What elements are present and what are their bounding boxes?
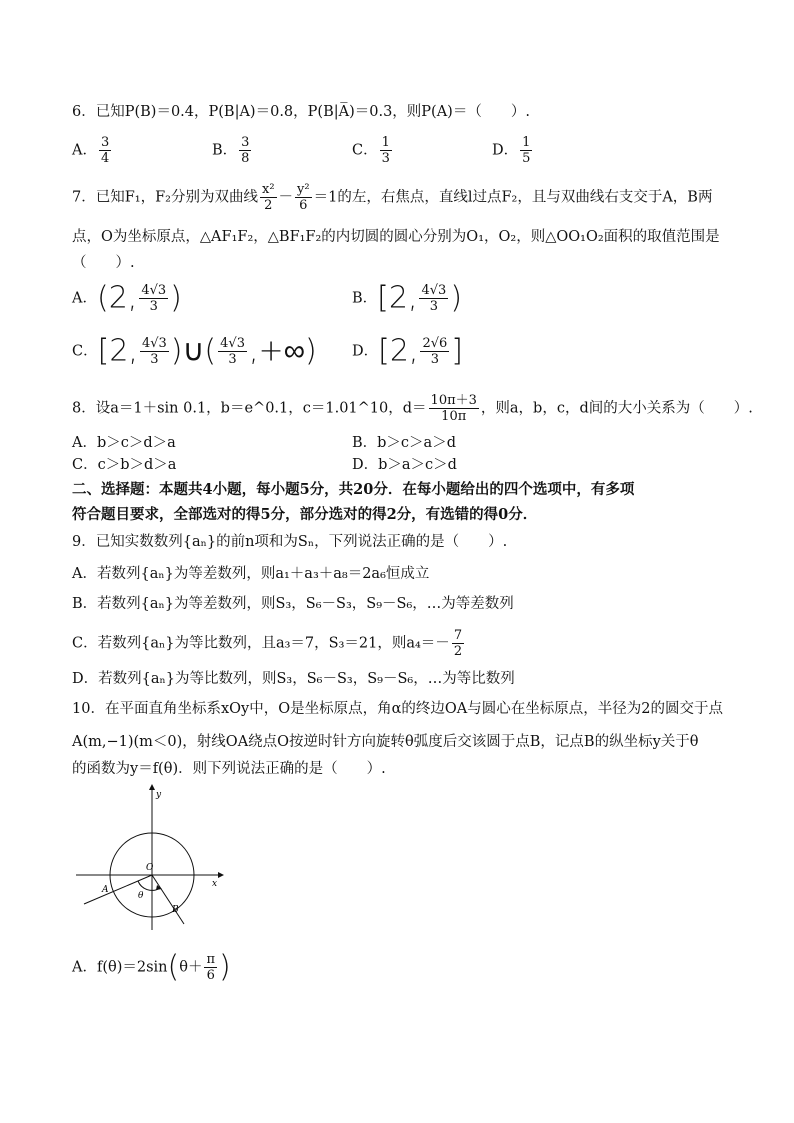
q6-option-d: D． $\frac{1}{5}$ [492, 135, 531, 166]
label-b: B [172, 905, 179, 915]
q9-option-d: D．若数列{aₙ}为等比数列，则S₃，S₆－S₃，S₉－S₆，…为等比数列 [72, 671, 515, 687]
q8-option-a: A．b＞c＞d＞a [72, 435, 176, 451]
q7-option-c: C．[2, $\frac{4√3}{3}$ )∪( $\frac{4√3}{3}$ ,+∞) [72, 333, 317, 369]
section2-heading-line2: 符合题目要求，全部选对的得5分，部分选对的得2分，有选错的得0分． [72, 506, 538, 523]
q8-stem: 8．设a＝1＋sin 0.1，b＝e^0.1，c＝1.01^10，d＝ $\frac{10\pi+3}{10\pi}$ ，则a，b，c，d间的大小关系为（ ）. [72, 393, 753, 424]
label-x: x [212, 879, 218, 889]
label-a: A [102, 885, 109, 895]
q7-option-b: B．[2, $\frac{4√3}{3}$ ) [352, 280, 463, 316]
label-o: O [146, 863, 154, 873]
q8-option-c: C．c＞b＞d＞a [72, 457, 177, 473]
q10-line2: A(m,−1)(m＜0)，射线OA绕点O按逆时针方向旋转θ弧度后交该圆于点B，记点B的纵坐标y关于θ [72, 734, 699, 750]
q6-option-c: C． $\frac{1}{3}$ [352, 135, 390, 166]
label-y: y [156, 790, 162, 800]
label-theta: θ [138, 891, 144, 901]
q6-option-a: A． $\frac{3}{4}$ [72, 135, 110, 166]
q8-option-d: D．b＞a＞c＞d [352, 457, 457, 473]
q6-stem: 6．已知P(B)＝0.4，P(B|A)＝0.8，P(B|A̅)＝0.3，则P(A)＝（ ）. [72, 104, 530, 120]
q10-line3: 的函数为y＝f(θ)．则下列说法正确的是（ ）. [72, 761, 386, 777]
q9-stem: 9．已知实数数列{aₙ}的前n项和为Sₙ，下列说法正确的是（ ）. [72, 534, 508, 550]
q10-option-a: A．f(θ)＝2sin(θ＋ $\frac{\pi}{6}$ ) [72, 949, 231, 985]
q7-option-a: A．(2, $\frac{4√3}{3}$ ) [72, 280, 182, 316]
unit-circle-figure [72, 782, 232, 932]
q7-line2: 点，O为坐标原点，△AF₁F₂，△BF₁F₂的内切圆的圆心分别为O₁，O₂，则△OO₁O₂面积的取值范围是 [72, 229, 720, 245]
q8-option-b: B．b＞c＞a＞d [352, 435, 456, 451]
section2-heading-line1: 二、选择题：本题共4小题，每小题5分，共20分．在每小题给出的四个选项中，有多项 [72, 481, 635, 498]
q7-option-d: D．[2, $\frac{2√6}{3}$ ] [352, 333, 464, 369]
y-axis-arrow [149, 784, 155, 790]
q9-option-a: A．若数列{aₙ}为等差数列，则a₁＋a₃＋a₈＝2a₆恒成立 [72, 566, 430, 582]
q7-line3: （ ）. [72, 255, 135, 271]
q7-line1: 7．已知F₁，F₂分别为双曲线 $\frac{\text{x²}}{2}$ － $\frac{\text{y²}}{6}$ ＝1的左，右焦点，直线l过点F₂，且与双曲线右支交于A，B两 [72, 182, 713, 213]
q6-option-b: B． $\frac{3}{8}$ [212, 135, 250, 166]
q10-line1: 10．在平面直角坐标系xOy中，O是坐标原点，角α的终边OA与圆心在坐标原点，半径为2的圆交于点 [72, 701, 723, 717]
x-axis-arrow [218, 872, 224, 878]
q9-option-b: B．若数列{aₙ}为等差数列，则S₃，S₆－S₃，S₉－S₆，…为等差数列 [72, 596, 514, 612]
q9-option-c: C．若数列{aₙ}为等比数列，且a₃＝7，S₃＝21，则a₄＝－ $\frac{7}{2}$ [72, 628, 463, 659]
